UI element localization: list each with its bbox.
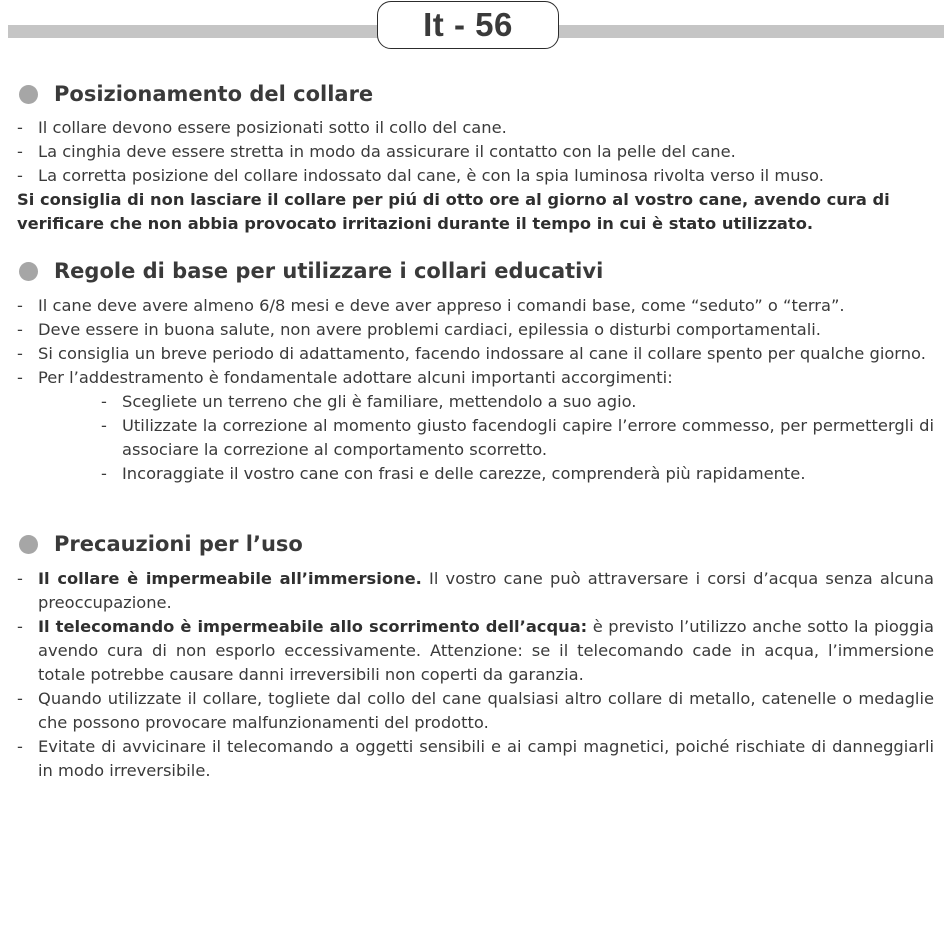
list-item: - Il collare è impermeabile all’immersione. Il vostro cane può attraversare i corsi d’acqua senza alcuna preoccupazione.: [17, 569, 934, 612]
item-list: [17, 116, 934, 236]
sub-list-item: - Scegliete un terreno che gli è familiare, mettendolo a suo agio.: [101, 392, 637, 411]
sub-list-item: - Utilizzate la correzione al momento giusto facendogli capire l’errore commesso, per permettergli di associare la correzione al comportamento scorretto.: [101, 416, 934, 459]
list-item: - Evitate di avvicinare il telecomando a oggetti sensibili e ai campi magnetici, poiché rischiate di danneggiarli in modo irreversibile.: [17, 737, 934, 780]
important-note: Si consiglia di non lasciare il collare per piú di otto ore al giorno al vostro cane, avendo cura di verificare che non abbia provocato irritazioni durante il tempo in cui è stato utilizzato.: [17, 190, 890, 233]
list-item: - Deve essere in buona salute, non avere problemi cardiaci, epilessia o disturbi comportamentali.: [17, 320, 821, 339]
section-bullet-icon: [19, 262, 38, 281]
list-item: - Quando utilizzate il collare, togliete dal collo del cane qualsiasi altro collare di metallo, catenelle o medaglie che possono provocare malfunzionamenti del prodotto.: [17, 689, 934, 732]
page-number-label: It - 56: [377, 1, 559, 49]
section-heading: [0, 80, 950, 110]
list-item: - Per l’addestramento è fondamentale adottare alcuni importanti accorgimenti:: [17, 368, 673, 387]
list-item: - Il cane deve avere almeno 6/8 mesi e deve aver appreso i comandi base, come “seduto” o “terra”.: [17, 296, 845, 315]
list-item: - La cinghia deve essere stretta in modo da assicurare il contatto con la pelle del cane.: [17, 142, 736, 161]
item-list: [17, 567, 934, 783]
list-item: - Il collare devono essere posizionati sotto il collo del cane.: [17, 118, 507, 137]
section-title: Posizionamento del collare: [54, 82, 374, 106]
item-list: [17, 294, 934, 486]
section-bullet-icon: [19, 535, 38, 554]
section-title: Regole di base per utilizzare i collari educativi: [54, 259, 604, 283]
list-item: - Si consiglia un breve periodo di adattamento, facendo indossare al cane il collare spento per qualche giorno.: [17, 344, 926, 363]
section-title: Precauzioni per l’uso: [54, 532, 303, 556]
section-heading: [0, 257, 950, 287]
list-item: - La corretta posizione del collare indossato dal cane, è con la spia luminosa rivolta verso il muso.: [17, 166, 824, 185]
sub-list-item: - Incoraggiate il vostro cane con frasi e delle carezze, comprenderà più rapidamente.: [101, 464, 806, 483]
section-bullet-icon: [19, 85, 38, 104]
list-item: - Il telecomando è impermeabile allo scorrimento dell’acqua: è previsto l’utilizzo anche sotto la pioggia avendo cura di non esporlo eccessivamente. Attenzione: se il telecomando cade in acqua, l’immersione totale potrebbe causare danni irreversibili non coperti da garanzia.: [17, 617, 934, 684]
section-heading: [0, 530, 950, 560]
